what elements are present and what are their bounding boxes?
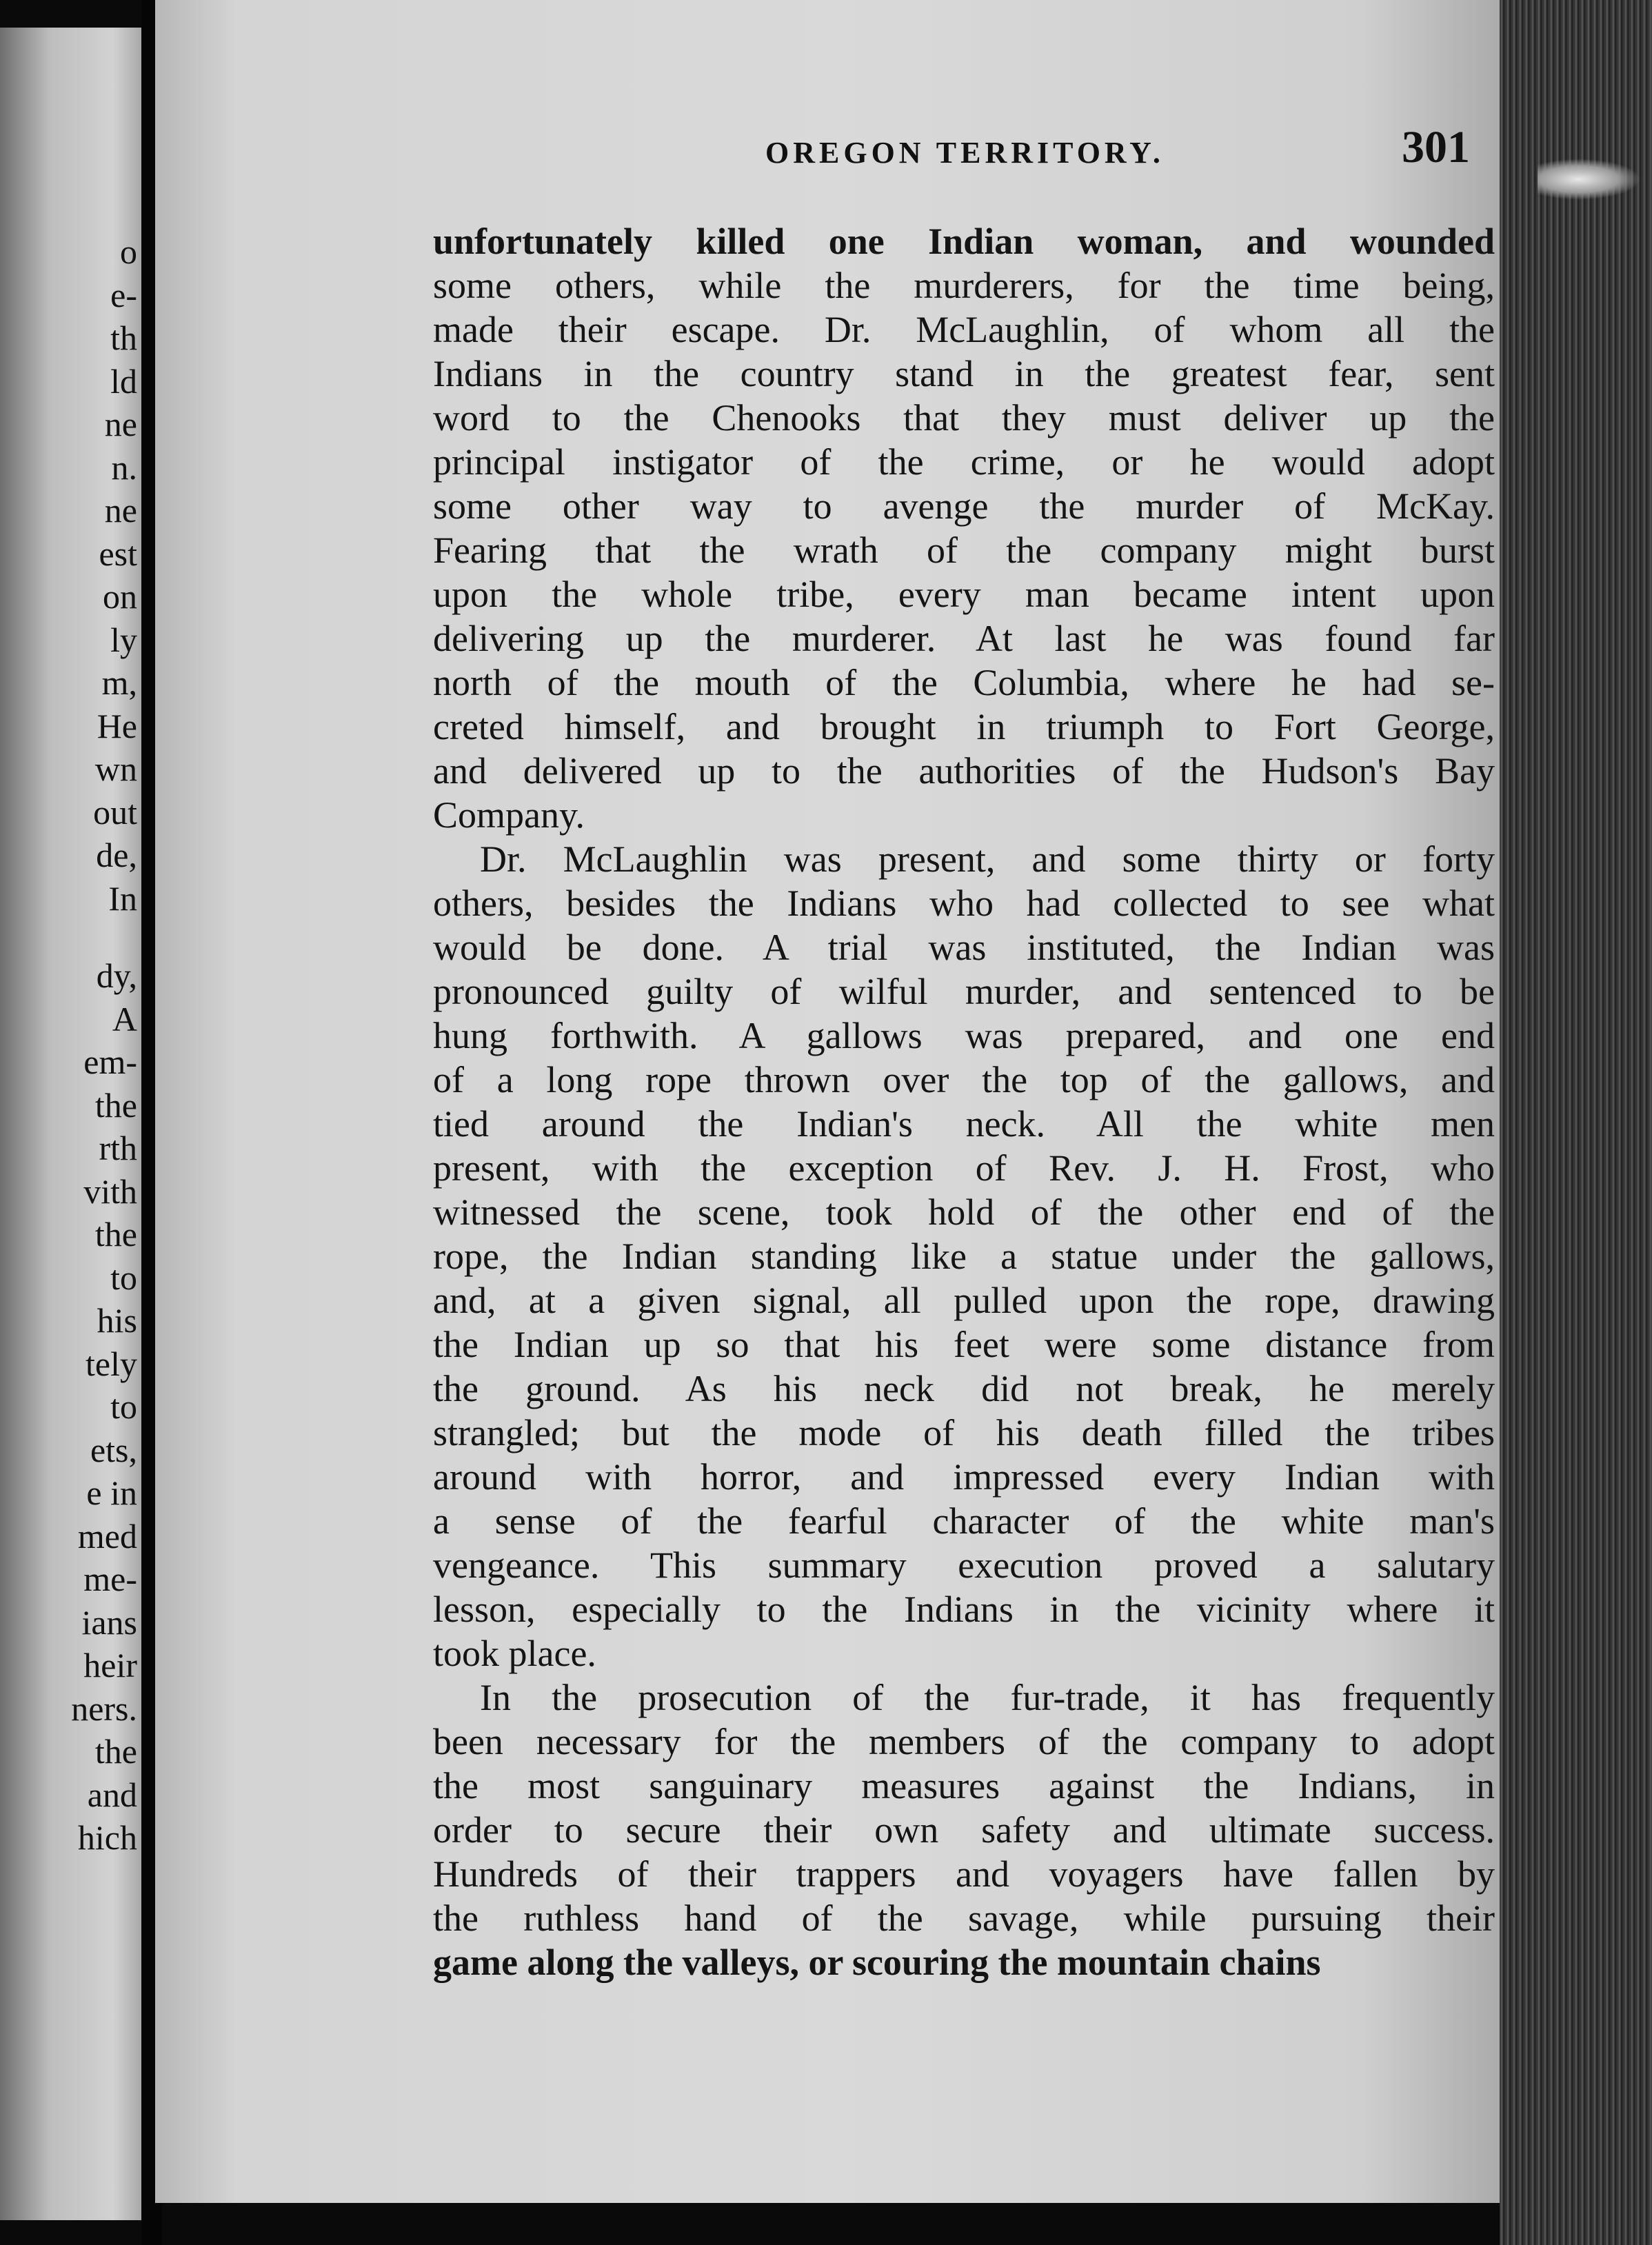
text-line: lesson, especially to the Indians in the vicinity where it: [433, 1589, 1495, 1630]
text-line: Indians in the country stand in the greatest fear, sent: [433, 353, 1495, 394]
facing-page-line: to: [110, 1258, 137, 1297]
text-line: Company.: [433, 794, 585, 836]
text-line: and delivered up to the authorities of the Hudson's Bay: [433, 750, 1495, 792]
facing-page-line: ians: [81, 1602, 137, 1642]
text-line: of a long rope thrown over the top of the gallows, and: [433, 1059, 1495, 1100]
facing-page-line: me-: [83, 1560, 137, 1598]
text-line: unfortunately killed one Indian woman, and wounded: [433, 221, 1495, 262]
scan-smudge: [1538, 159, 1641, 200]
text-line: and, at a given signal, all pulled upon the rope, drawing: [433, 1280, 1495, 1321]
text-line: order to secure their own safety and ultimate success.: [433, 1809, 1495, 1851]
text-line: delivering up the murderer. At last he was found far: [433, 618, 1495, 659]
facing-page-line: th: [110, 319, 137, 357]
text-line: rope, the Indian standing like a statue under the gallows,: [433, 1236, 1495, 1277]
text-line: made their escape. Dr. McLaughlin, of whom all the: [433, 309, 1495, 350]
text-line: Dr. McLaughlin was present, and some thirty or forty: [480, 838, 1495, 880]
facing-page-line: A: [112, 999, 137, 1038]
facing-page-text: [0, 28, 141, 2220]
facing-page-line: the: [94, 1732, 137, 1771]
facing-page-line: n.: [111, 447, 137, 487]
text-line: creted himself, and brought in triumph to Fort George,: [433, 706, 1495, 747]
facing-page-line: his: [97, 1301, 137, 1340]
facing-page-line: ld: [110, 361, 137, 401]
facing-page-line: o: [120, 232, 137, 271]
facing-page-line: de,: [96, 836, 137, 874]
facing-page-line: ne: [104, 491, 137, 530]
facing-page-line: ne: [104, 405, 137, 443]
facing-page-line: the: [94, 1085, 137, 1125]
text-line: pronounced guilty of wilful murder, and sentenced to be: [433, 971, 1495, 1012]
text-line: the Indian up so that his feet were some distance from: [433, 1324, 1495, 1365]
facing-page-line: ners.: [71, 1689, 137, 1728]
facing-page-line: em-: [83, 1043, 137, 1081]
facing-page-fragment: [0, 28, 141, 2220]
page-body-text: [433, 219, 1495, 1984]
facing-page-line: vith: [83, 1171, 137, 1211]
text-line: strangled; but the mode of his death filled the tribes: [433, 1412, 1495, 1453]
page-number: 301: [1402, 122, 1470, 172]
text-line: tied around the Indian's neck. All the white men: [433, 1103, 1495, 1145]
text-line: the ground. As his neck did not break, he merely: [433, 1368, 1495, 1409]
text-line: the ruthless hand of the savage, while pursuing their: [433, 1897, 1495, 1939]
text-line: some others, while the murderers, for the time being,: [433, 265, 1495, 306]
facing-page-line: In: [108, 878, 137, 918]
facing-page-line: out: [93, 792, 137, 832]
text-line: took place.: [433, 1633, 596, 1674]
facing-page-line: to: [110, 1387, 137, 1426]
text-line: around with horror, and impressed every Indian with: [433, 1456, 1495, 1498]
text-line: present, with the exception of Rev. J. H. Frost, who: [433, 1147, 1495, 1189]
text-line: some other way to avenge the murder of McKay.: [433, 485, 1495, 527]
text-line: upon the whole tribe, every man became intent upon: [433, 574, 1495, 615]
facing-page-line: ets,: [90, 1430, 137, 1469]
text-line: north of the mouth of the Columbia, where he had se-: [433, 662, 1495, 703]
text-line: game along the valleys, or scouring the mountain chains: [433, 1942, 1321, 1983]
text-line: Fearing that the wrath of the company might burst: [433, 530, 1495, 571]
facing-page-line: the: [94, 1215, 137, 1254]
text-line: witnessed the scene, took hold of the other end of the: [433, 1191, 1495, 1233]
text-line: hung forthwith. A gallows was prepared, and one end: [433, 1015, 1495, 1056]
facing-page-line: med: [77, 1516, 137, 1556]
facing-page-line: rth: [99, 1129, 137, 1167]
text-line: would be done. A trial was instituted, the Indian was: [433, 927, 1495, 968]
facing-page-line: e in: [86, 1473, 137, 1512]
facing-page-line: on: [103, 577, 137, 616]
facing-page-line: He: [97, 706, 137, 745]
text-line: word to the Chenooks that they must deliver up the: [433, 397, 1495, 439]
facing-page-line: dy,: [96, 956, 137, 995]
facing-page-line: m,: [101, 663, 137, 702]
text-line: others, besides the Indians who had collected to see what: [433, 883, 1495, 924]
text-line: a sense of the fearful character of the white man's: [433, 1500, 1495, 1542]
facing-page-line: tely: [85, 1344, 137, 1383]
facing-page-line: and: [87, 1775, 137, 1814]
facing-page-line: wn: [94, 749, 137, 788]
facing-page-line: est: [99, 534, 137, 573]
book-page-edges: [1500, 0, 1652, 2245]
facing-page-line: ly: [110, 620, 137, 659]
text-line: Hundreds of their trappers and voyagers have fallen by: [433, 1853, 1495, 1895]
text-line: principal instigator of the crime, or he would adopt: [433, 441, 1495, 483]
facing-page-line: hich: [77, 1818, 137, 1857]
book-page: [155, 0, 1527, 2203]
facing-page-line: heir: [83, 1646, 137, 1684]
facing-page-line: e-: [110, 275, 137, 314]
text-line: the most sanguinary measures against the Indians, in: [433, 1765, 1495, 1806]
text-line: In the prosecution of the fur-trade, it has frequently: [480, 1677, 1495, 1718]
text-line: been necessary for the members of the company to adopt: [433, 1721, 1495, 1762]
running-head: OREGON TERRITORY.: [765, 136, 1165, 170]
text-line: vengeance. This summary execution proved a salutary: [433, 1544, 1495, 1586]
